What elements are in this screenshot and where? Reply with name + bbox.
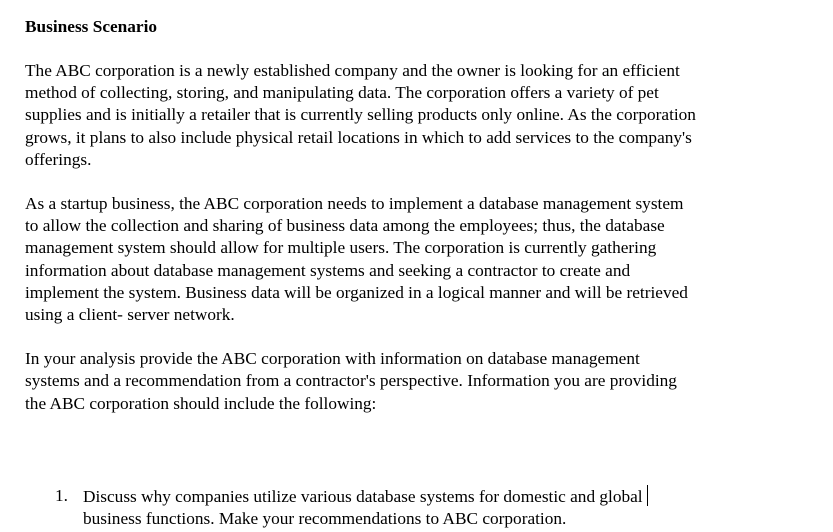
section-heading: Business Scenario <box>25 17 158 36</box>
document <box>25 16 815 437</box>
paragraph-line: As a startup business, the ABC corporation needs to implement a database management system <box>25 194 684 214</box>
paragraph-line: implement the system. Business data will be organized in a logical manner and will be retrieved <box>25 282 688 302</box>
paragraph-line: the ABC corporation should include the following: <box>25 393 377 413</box>
paragraph-2 <box>25 193 815 326</box>
text-cursor <box>647 485 648 506</box>
paragraph-line: systems and a recommendation from a contractor's perspective. Information you are providing <box>25 371 677 391</box>
list-item-text[interactable] <box>83 485 648 530</box>
list-item-line: business functions. Make your recommendations to ABC corporation. <box>83 509 567 529</box>
paragraph-line: grows, it plans to also include physical retail locations in which to add services to the company's <box>25 127 692 147</box>
paragraph-line: supplies and is initially a retailer that is currently selling products only online. As the corporation <box>25 105 696 125</box>
paragraph-line: using a client- server network. <box>25 305 235 325</box>
paragraph-3 <box>25 348 815 415</box>
paragraph-line: method of collecting, storing, and manipulating data. The corporation offers a variety of pet <box>25 83 659 103</box>
list-item-line <box>83 485 648 508</box>
paragraph-1 <box>25 60 815 171</box>
paragraph-line: information about database management systems and seeking a contractor to create and <box>25 260 631 280</box>
paragraph-line: to allow the collection and sharing of business data among the employees; thus, the database <box>25 216 665 236</box>
paragraph-line: offerings. <box>25 149 92 169</box>
paragraph-line: The ABC corporation is a newly established company and the owner is looking for an efficient <box>25 61 680 80</box>
paragraph-line: management system should allow for multiple users. The corporation is currently gathering <box>25 238 657 258</box>
list-item-line-text: Discuss why companies utilize various database systems for domestic and global <box>83 487 643 506</box>
list-item-number: 1. <box>55 486 68 505</box>
paragraph-line: In your analysis provide the ABC corporation with information on database management <box>25 349 640 369</box>
